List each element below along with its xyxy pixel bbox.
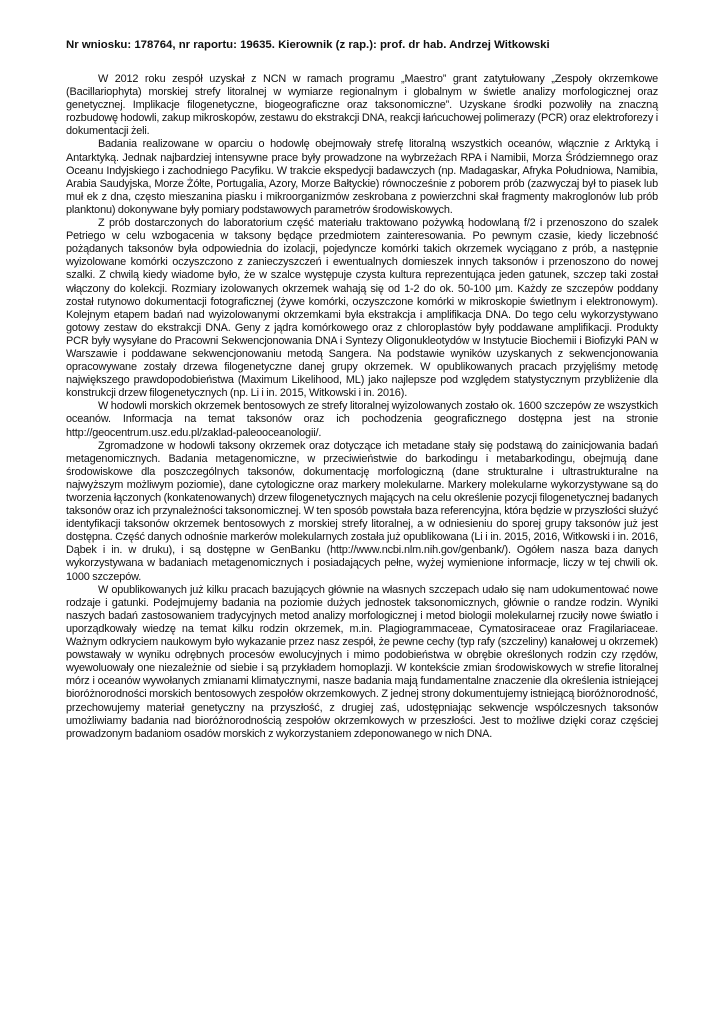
document-heading: Nr wniosku: 178764, nr raportu: 19635. Kierownik (z rap.): prof. dr hab. Andrzej Witkowski — [66, 39, 550, 51]
paragraph-research-area: Badania realizowane w oparciu o hodowlę obejmowały strefę litoralną wszystkich oceanów, włącznie z Arktyką i Antarktyką. Jednak najbardziej intensywne prace były prowadzone na wybrzeżach RPA i Namibii, Morza Śródziemnego oraz Oceanu Indyjskiego i zachodniego Pacyfiku. W trakcie ekspedycji badawczych (np. Madagaskar, Afryka Południowa, Namibia, Arabia Saudyjska, Morze Żółte, Portugalia, Azory, Morze Bałtyckie) równocześnie z poborem prób (zazwyczaj był to piasek lub muł ek z dna, często mieszanina piasku i mikroorganizmów zeskrobana z powierzchni skał fragmenty makroglonów lub prób planktonu) dokonywane były pomiary podstawowych parametrów środowiskowych. — [66, 138, 658, 216]
paragraph-results: W opublikowanych już kilku pracach bazujących głównie na własnych szczepach udało się nam udokumentować nowe rodzaje i gatunki. Podejmujemy badania na poziomie dużych jednostek taksonomicznych, głównie o randze rodzin. Wyniki naszych badań zastosowaniem tradycyjnych metod analizy morfologicznej i metod biologii molekularnej rzuciły nowe światło i uporządkowały wiedzę na temat kilku rodzin okrzemek, m.in. Plagiogrammaceae, Cymatosiraceae oraz Fragilariaceae. Ważnym odkryciem naukowym było wykazanie przez nasz zespół, że pewne cechy (typ rafy (szczeliny) kanałowej u okrzemek) powstawały w wyniku odrębnych procesów ewolucyjnych i mimo podobieństwa w obrębie określonych rodzin czy rzędów, wyewoluowały one niezależnie od siebie i są przykładem homoplazji. W kontekście zmian środowiskowych w strefie litoralnej mórz i oceanów wywołanych zmianami klimatycznymi, nasze badania mają fundamentalne znaczenie dla określenia istniejącej bioróżnorodności morskich bentosowych zespołów okrzemkowych. Z jednej strony dokumentujemy istniejącą bioróżnorodność, przechowujemy materiał genetyczny na przyszłość, z drugiej zaś, udostępniając sekwencje wspólczesnych taksonów umożliwiamy badania nad bioróżnorodnością zespołów okrzemkowych w przeszłości. Jest to możliwe dzięki coraz częściej prowadzonym badaniom osadów morskich z wykorzystaniem zdeponowanego w nich DNA. — [66, 583, 658, 740]
paragraph-metagenomics: Zgromadzone w hodowli taksony okrzemek oraz dotyczące ich metadane stały się podstawą do zainicjowania badań metagenomicznych. Badania metagenomiczne, w przeciwieństwie do barkodingu i metabarkodingu, obejmują dane środowiskowe dla poszczególnych taksonów, dokumentację morfologiczną (dane strukturalne i ultrastrukturalne na najwyższym możliwym poziomie), dane cytologiczne oraz markery molekularne. Markery molekularne wykorzystywane są do tworzenia łączonych (konkatenowanych) drzew filogenetycznych mających na celu określenie pozycji filogenetycznej badanych taksonów oraz ich przynależności taksonomicznej. W ten sposób powstała baza referencyjna, która będzie w przyszłości służyć identyfikacji taksonów okrzemek bentosowych z morskiej strefy litoralnej, a w odniesieniu do sporej grupy taksonów już jest dostępna. Część danych odnośnie markerów molekularnych została już opublikowana (Li i in. 2015, 2016, Witkowski i in. 2016, Dąbek i in. w druku), i są dostępne w GenBanku (http://www.ncbi.nlm.nih.gov/genbank/). Ogółem nasza baza danych wykorzystywana w badaniach metagenomicznych i posiadających pełne, wyżej wymienione informacje, liczy w tej chwili ok. 1000 szczepów. — [66, 439, 658, 583]
paragraph-culture-collection: W hodowli morskich okrzemek bentosowych ze strefy litoralnej wyizolowanych zostało ok. 1600 szczepów ze wszystkich oceanów. Informacja na temat taksonów oraz ich pochodzenia geograficznego dostępna jest na stronie http://geocentrum.usz.edu.pl/zaklad-paleooceanologii/. — [66, 400, 658, 439]
paragraph-methods: Z prób dostarczonych do laboratorium część materiału traktowano pożywką hodowlaną f/2 i przenoszono do szalek Petriego w celu wzbogacenia w taksony będące przedmiotem zainteresowania. Po pewnym czasie, kiedy liczebność pożądanych taksonów była odpowiednia do izolacji, pojedyncze komórki takich okrzemek wyciągano z prób, a następnie wyizolowane komórki oczyszczono z zanieczyszczeń i ewentualnych domieszek innych taksonów i przenoszono do nowej szalki. Z chwilą kiedy wiadome było, że w szalce występuje czysta kultura reprezentująca jeden gatunek, szczep taki został włączony do kolekcji. Rozmiary izolowanych okrzemek wahają się od 1-2 do ok. 50-100 µm. Każdy ze szczepów poddany został rutynowo dokumentacji fotograficznej (żywe komórki, oczyszczone komórki w mikroskopie świetlnym i elektronowym). Kolejnym etapem badań nad wyizolowanymi okrzemkami była ekstrakcja i amplifikacja DNA. Do tego celu wykorzystywano gotowy zestaw do ekstrakcji DNA. Geny z jądra komórkowego oraz z chloroplastów były poddawane amplifikacji. Produkty PCR były wysyłane do Pracowni Sekwencjonowania DNA i Syntezy Oligonukleotydów w Instytucie Biochemii i Biofizyki PAN w Warszawie i poddawane sekwencjonowaniu metodą Sangera. Na podstawie wyników uzyskanych z sekwencjonowania opracowywane zostały drzewa filogenetyczne danej grupy okrzemek. W opublikowanych pracach przyjęliśmy metodę największego prawdopodobieństwa (Maximum Likelihood, ML) jako najlepsze pod względem statystycznym przybliżenie dla konstrukcji drzew filogenetycznych (np. Li i in. 2015, Witkowski i in. 2016). — [66, 217, 658, 400]
paragraph-grant: W 2012 roku zespół uzyskał z NCN w ramach programu „Maestro” grant zatytułowany „Zespoły okrzemkowe (Bacillariophyta) morskiej strefy litoralnej w wymiarze regionalnym i globalnym w świetle analizy morfologicznej oraz genetycznej. Implikacje filogenetyczne, biogeograficzne oraz taksonomiczne”. Uzyskane środki pozwoliły na znaczną rozbudowę hodowli, zakup mikroskopów, zestawu do ekstrakcji DNA, reakcji łańcuchowej polimerazy (PCR) oraz elektroforezy i dokumentacji żeli. — [66, 73, 658, 138]
document-page — [66, 38, 658, 741]
